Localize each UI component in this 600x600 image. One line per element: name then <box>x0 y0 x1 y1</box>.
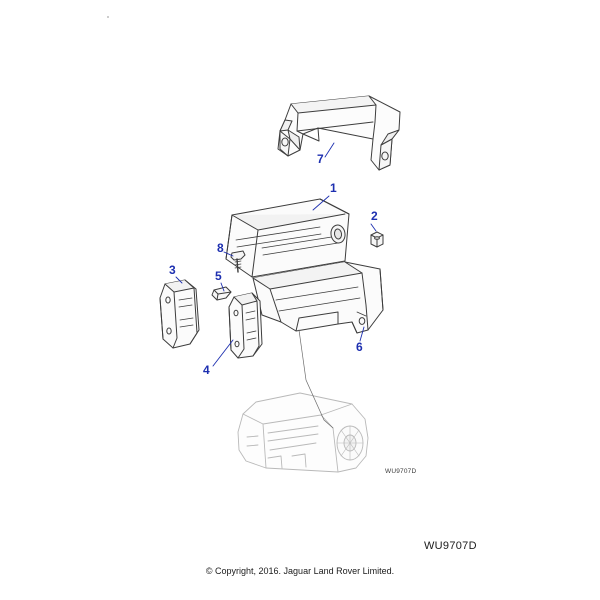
reference-dashboard-outline <box>238 393 368 472</box>
drawing-number: WU9707D <box>424 540 477 552</box>
part-upper-frame <box>278 96 400 170</box>
callout-6: 6 <box>356 340 363 354</box>
drawing-number-inset: WU9707D <box>385 468 417 475</box>
callout-1: 1 <box>330 181 337 195</box>
callout-5: 5 <box>215 269 222 283</box>
part-clip <box>212 287 231 300</box>
callout-3: 3 <box>169 263 176 277</box>
callout-4: 4 <box>203 363 210 377</box>
copyright-notice: © Copyright, 2016. Jaguar Land Rover Limited. <box>205 566 395 576</box>
part-nut <box>371 232 383 247</box>
callout-2: 2 <box>371 209 378 223</box>
part-left-bracket <box>160 280 199 348</box>
part-lower-bracket <box>229 293 262 358</box>
callout-8: 8 <box>217 241 224 255</box>
callout-7: 7 <box>317 152 324 166</box>
